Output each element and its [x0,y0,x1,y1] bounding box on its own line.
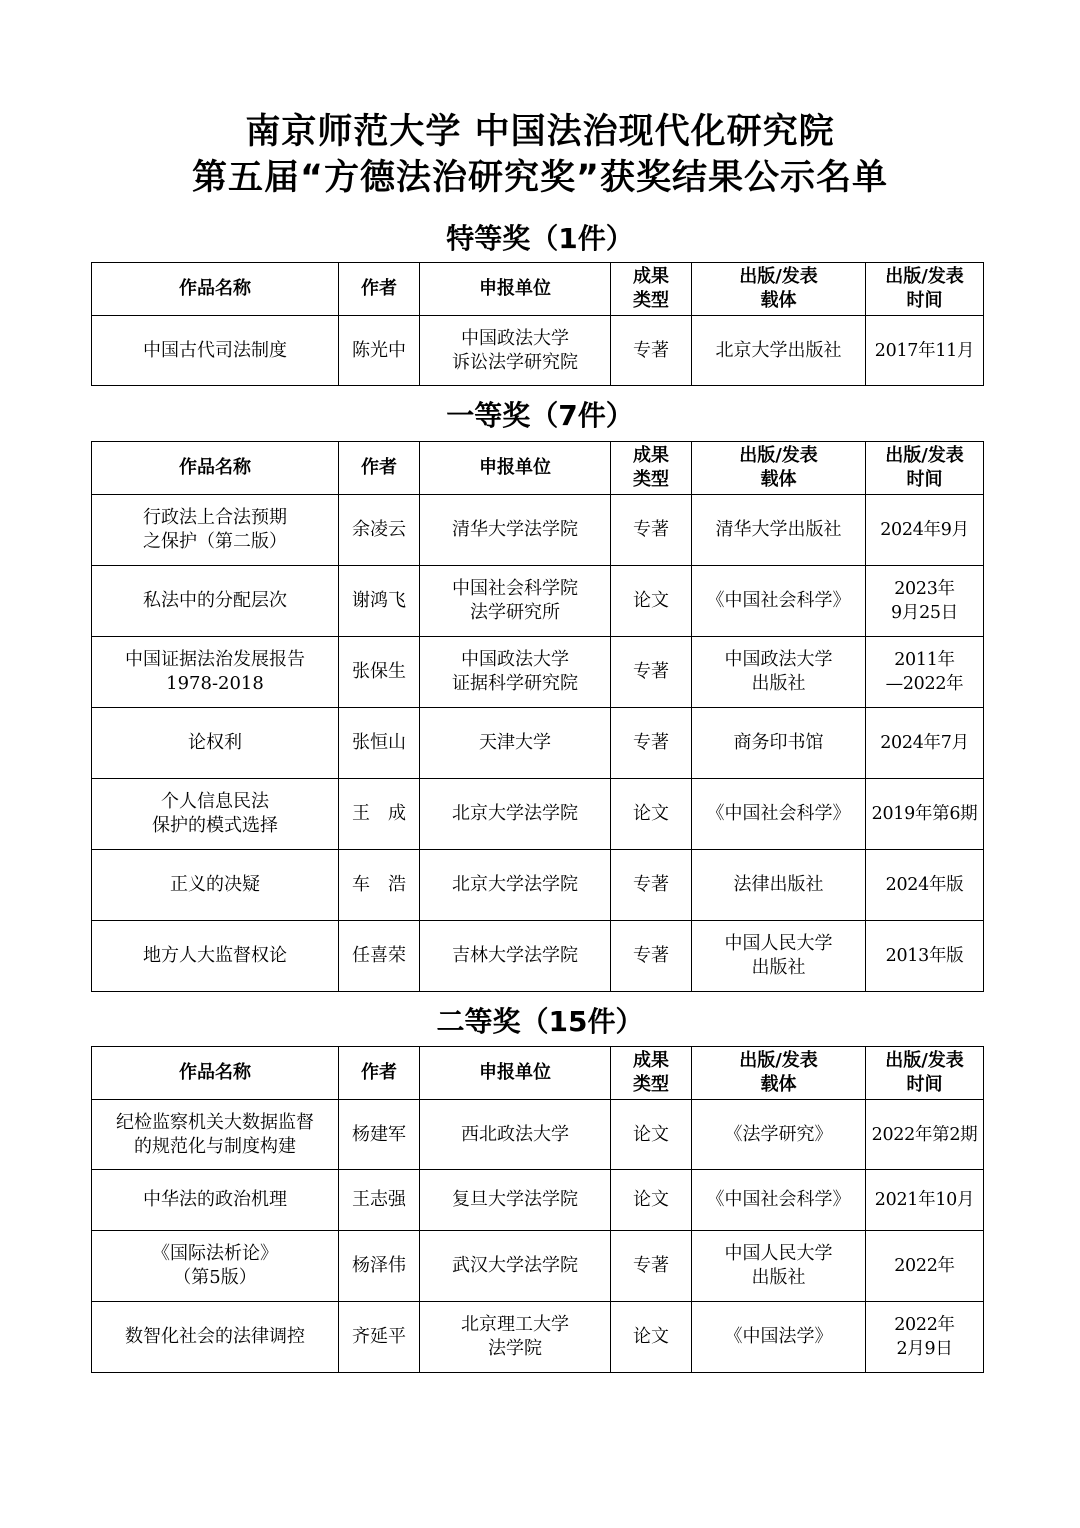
column-header-publisher: 出版/发表 载体 [692,263,866,316]
cell-publisher: 北京大学出版社 [692,316,866,386]
table-row [92,566,984,637]
cell-result-type: 论文 [611,1100,692,1170]
cell-work-title: 数智化社会的法律调控 [92,1302,339,1373]
cell-publish-date: 2024年9月 [866,495,984,566]
cell-publish-date: 2017年11月 [866,316,984,386]
column-header-work-title: 作品名称 [92,442,339,495]
award-table [91,441,984,992]
award-table [91,262,984,386]
column-header-result-type: 成果 类型 [611,263,692,316]
cell-publish-date: 2013年版 [866,921,984,992]
cell-publish-date: 2022年 [866,1231,984,1302]
cell-publish-date: 2022年 2月9日 [866,1302,984,1373]
cell-publish-date: 2022年第2期 [866,1100,984,1170]
cell-work-title: 纪检监察机关大数据监督 的规范化与制度构建 [92,1100,339,1170]
table-header-row [92,1047,984,1100]
cell-result-type: 论文 [611,1170,692,1231]
cell-result-type: 专著 [611,495,692,566]
cell-author: 杨泽伟 [339,1231,420,1302]
table-row [92,921,984,992]
cell-publish-date: 2024年7月 [866,708,984,779]
column-header-publish-date: 出版/发表 时间 [866,263,984,316]
cell-author: 张恒山 [339,708,420,779]
cell-institution: 复旦大学法学院 [420,1170,611,1231]
column-header-result-type: 成果 类型 [611,442,692,495]
cell-institution: 北京大学法学院 [420,850,611,921]
column-header-publisher: 出版/发表 载体 [692,442,866,495]
table-row [92,1170,984,1231]
cell-publish-date: 2019年第6期 [866,779,984,850]
cell-work-title: 中国证据法治发展报告 1978-2018 [92,637,339,708]
cell-author: 车 浩 [339,850,420,921]
table-row [92,708,984,779]
cell-publish-date: 2024年版 [866,850,984,921]
cell-institution: 中国政法大学 证据科学研究院 [420,637,611,708]
table-header-row [92,442,984,495]
column-header-institution: 申报单位 [420,263,611,316]
table-row [92,1231,984,1302]
cell-publisher: 《中国社会科学》 [692,1170,866,1231]
award-table [91,1046,984,1373]
document-title-line-1: 南京师范大学 中国法治现代化研究院 [245,112,835,152]
table-header-row [92,263,984,316]
cell-publish-date: 2023年 9月25日 [866,566,984,637]
cell-publish-date: 2011年 —2022年 [866,637,984,708]
cell-publisher: 《中国社会科学》 [692,566,866,637]
cell-publish-date: 2021年10月 [866,1170,984,1231]
table-row [92,1100,984,1170]
cell-publisher: 商务印书馆 [692,708,866,779]
cell-institution: 吉林大学法学院 [420,921,611,992]
column-header-author: 作者 [339,263,420,316]
cell-author: 余凌云 [339,495,420,566]
cell-result-type: 专著 [611,921,692,992]
cell-institution: 天津大学 [420,708,611,779]
cell-publisher: 《中国法学》 [692,1302,866,1373]
cell-work-title: 中华法的政治机理 [92,1170,339,1231]
cell-author: 王志强 [339,1170,420,1231]
column-header-publisher: 出版/发表 载体 [692,1047,866,1100]
cell-institution: 中国政法大学 诉讼法学研究院 [420,316,611,386]
cell-work-title: 个人信息民法 保护的模式选择 [92,779,339,850]
cell-author: 任喜荣 [339,921,420,992]
cell-author: 陈光中 [339,316,420,386]
cell-publisher: 中国人民大学 出版社 [692,921,866,992]
table-row [92,1302,984,1373]
column-header-publish-date: 出版/发表 时间 [866,1047,984,1100]
column-header-work-title: 作品名称 [92,263,339,316]
table-row [92,495,984,566]
document-title-line-2: 第五届“方德法治研究奖”获奖结果公示名单 [191,158,888,198]
cell-institution: 武汉大学法学院 [420,1231,611,1302]
section-title: 二等奖（15件） [436,1005,644,1038]
cell-publisher: 中国人民大学 出版社 [692,1231,866,1302]
cell-publisher: 清华大学出版社 [692,495,866,566]
cell-institution: 北京大学法学院 [420,779,611,850]
cell-result-type: 专著 [611,708,692,779]
table-row [92,637,984,708]
cell-work-title: 论权利 [92,708,339,779]
cell-author: 王 成 [339,779,420,850]
cell-result-type: 论文 [611,1302,692,1373]
cell-author: 杨建军 [339,1100,420,1170]
cell-author: 齐延平 [339,1302,420,1373]
column-header-institution: 申报单位 [420,1047,611,1100]
cell-author: 谢鸿飞 [339,566,420,637]
cell-result-type: 专著 [611,316,692,386]
cell-work-title: 地方人大监督权论 [92,921,339,992]
column-header-publish-date: 出版/发表 时间 [866,442,984,495]
column-header-institution: 申报单位 [420,442,611,495]
table-row [92,316,984,386]
cell-work-title: 私法中的分配层次 [92,566,339,637]
cell-institution: 清华大学法学院 [420,495,611,566]
cell-work-title: 正义的决疑 [92,850,339,921]
cell-result-type: 论文 [611,779,692,850]
cell-result-type: 专著 [611,1231,692,1302]
cell-publisher: 《法学研究》 [692,1100,866,1170]
cell-work-title: 《国际法析论》 （第5版） [92,1231,339,1302]
cell-result-type: 专著 [611,637,692,708]
cell-author: 张保生 [339,637,420,708]
column-header-author: 作者 [339,442,420,495]
cell-publisher: 《中国社会科学》 [692,779,866,850]
table-row [92,850,984,921]
cell-work-title: 中国古代司法制度 [92,316,339,386]
cell-institution: 西北政法大学 [420,1100,611,1170]
column-header-work-title: 作品名称 [92,1047,339,1100]
table-row [92,779,984,850]
cell-result-type: 论文 [611,566,692,637]
section-title: 一等奖（7件） [446,399,634,432]
cell-publisher: 中国政法大学 出版社 [692,637,866,708]
column-header-author: 作者 [339,1047,420,1100]
cell-institution: 中国社会科学院 法学研究所 [420,566,611,637]
cell-work-title: 行政法上合法预期 之保护（第二版） [92,495,339,566]
column-header-result-type: 成果 类型 [611,1047,692,1100]
cell-publisher: 法律出版社 [692,850,866,921]
section-title: 特等奖（1件） [446,222,634,255]
cell-result-type: 专著 [611,850,692,921]
cell-institution: 北京理工大学 法学院 [420,1302,611,1373]
